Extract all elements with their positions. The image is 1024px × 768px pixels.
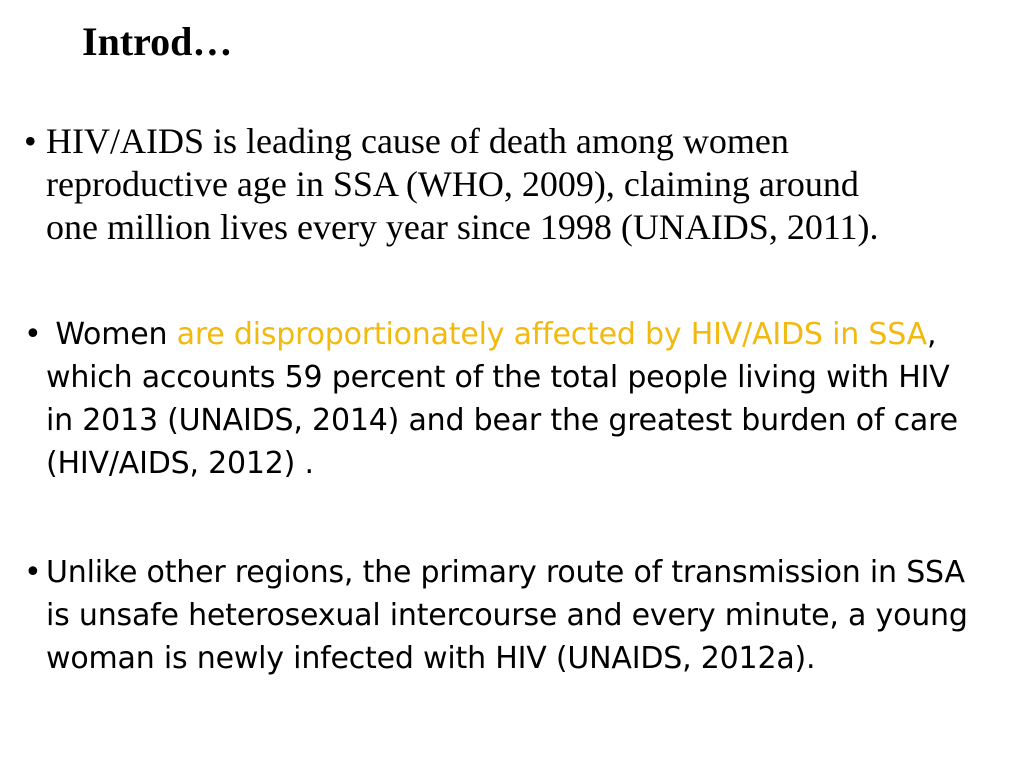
bullet-item-hiv-leading-cause (24, 120, 984, 249)
bullet-text: Unlike other regions, the primary route of transmission in SSA is unsafe heterosexual intercourse and every minute, a young woman is newly infected with HIV (UNAIDS, 2012a). (46, 555, 968, 676)
highlighted-text: are disproportionately affected by HIV/AIDS in SSA (176, 317, 927, 352)
bullet-text-suffix: , which accounts 59 percent of the total people living with HIV in 2013 (UNAIDS, 2014) and bear the greatest burden of care (HIV/AIDS, 2012) . (46, 317, 958, 481)
bullet-item-transmission-route (24, 551, 984, 680)
bullet-text: HIV/AIDS is leading cause of death among women reproductive age in SSA (WHO, 2009), claiming around one million lives every year since 1998 (UNAIDS, 2011). (46, 121, 879, 247)
bullet-text (46, 313, 984, 485)
bullet-marker: • (24, 555, 42, 590)
bullet-text-prefix: Women (46, 317, 177, 352)
bullet-marker: • (24, 317, 42, 352)
slide-title: Introd… (82, 19, 233, 64)
bullet-marker: • (24, 121, 37, 161)
bullet-item-women-affected (24, 313, 984, 485)
